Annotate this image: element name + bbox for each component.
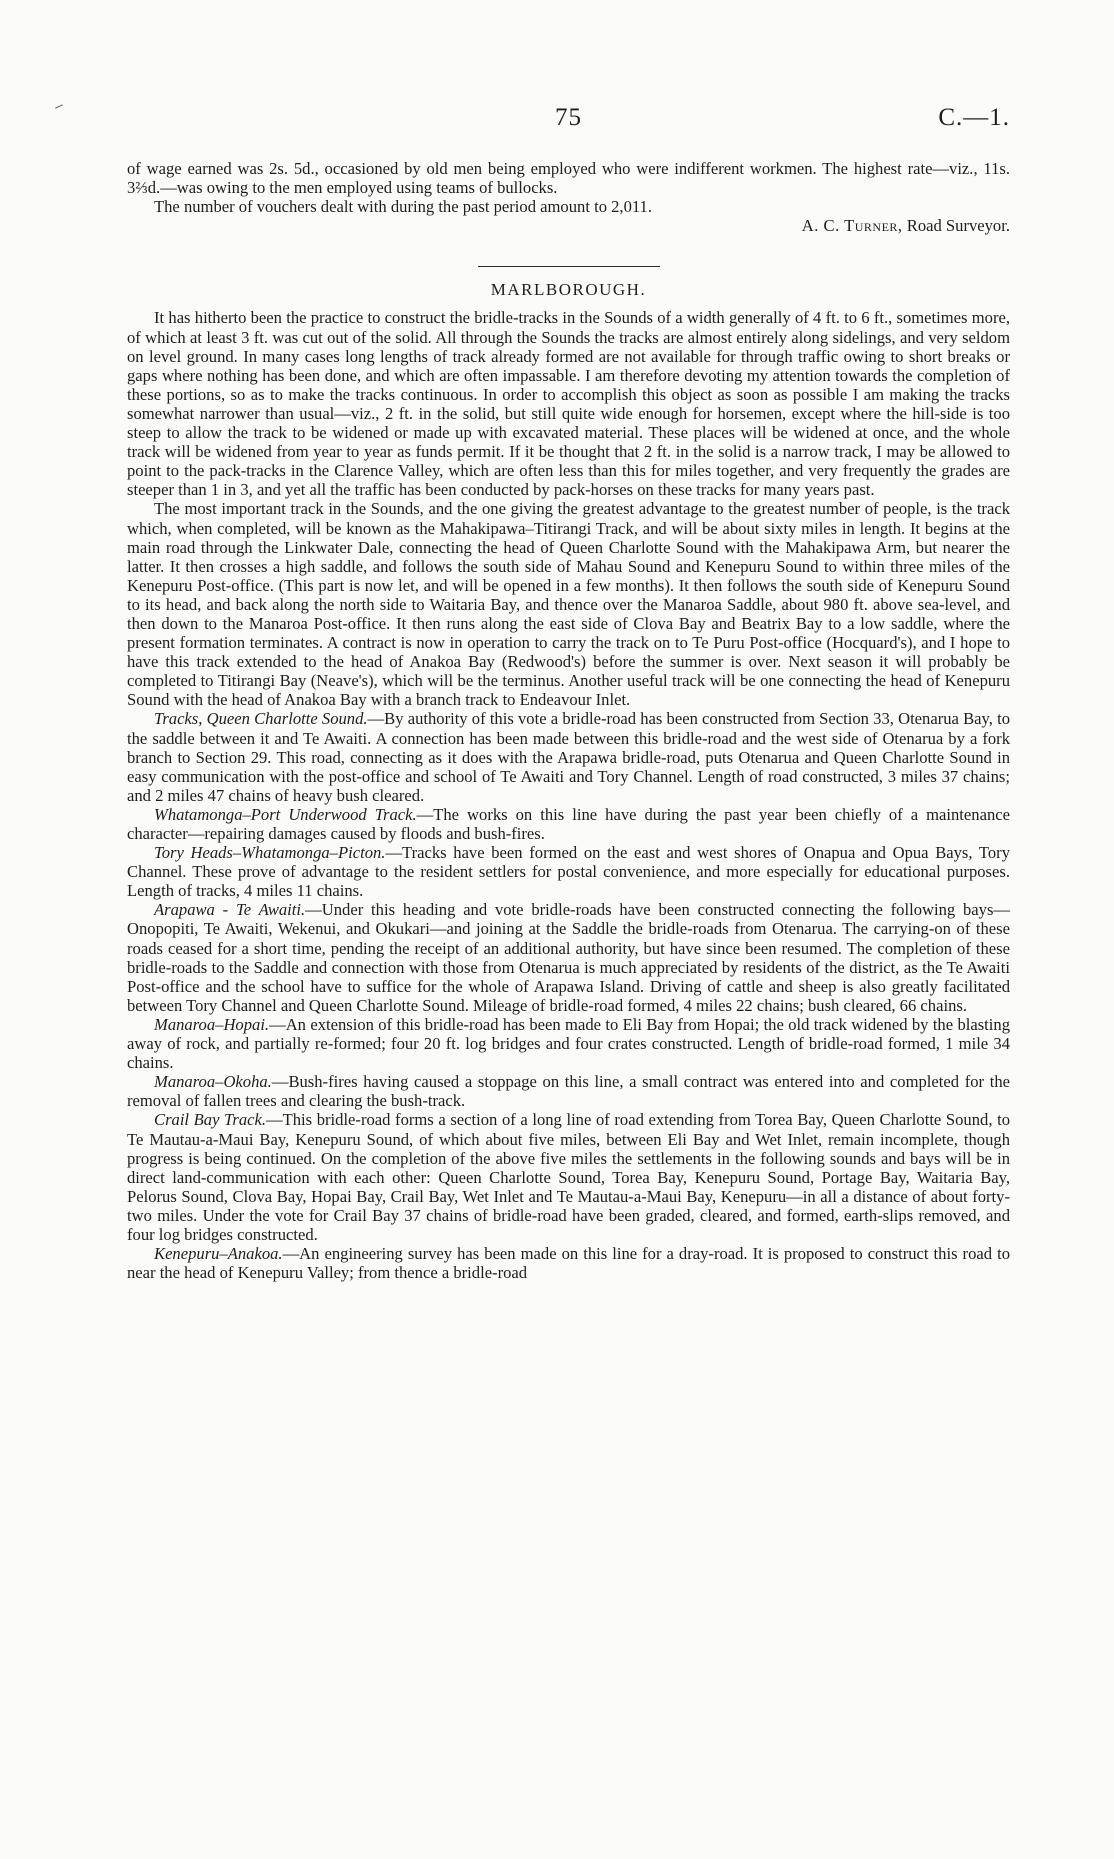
signature-line (127, 216, 1010, 235)
paragraph-text: —This bridle-road forms a section of a long line of road extending from Torea Bay, Queen Charlotte Sound, to Te Mautau-a-Maui Bay, Kenepuru Sound, of which about five miles, between Eli Bay and Wet Inlet, remain incomplete, though progress is being continued. On the completion of the above five miles the settlements in the following sounds and bays will be in direct land-communication with each other: Queen Charlotte Sound, Torea Bay, Kenepuru Sound, Portage Bay, Waitaria Bay, Pelorus Sound, Clova Bay, Hopai Bay, Crail Bay, Wet Inlet and Te Mautau-a-Maui Bay, Kenepuru—in all a distance of about forty-two miles. Under the vote for Crail Bay 37 chains of bridle-road have been graded, cleared, and formed, earth-slips removed, and four log bridges constructed. (127, 1110, 1010, 1244)
paragraph-text: —Tracks have been formed on the east and west shores of Onapua and Opua Bays, Tory Channel. These prove of advantage to the resident settlers for postal convenience, and more especially for educational purposes. Length of tracks, 4 miles 11 chains. (127, 843, 1010, 901)
signature-name: A. C. Turner, (801, 216, 903, 236)
paragraph-text: —An extension of this bridle-road has been made to Eli Bay from Hopai; the old track widened by the blasting away of rock, and partially re-formed; four 20 ft. log bridges and four crates constructed. Length of bridle-road formed, 1 mile 34 chains. (127, 1014, 1010, 1073)
paragraph-text: —Under this heading and vote bridle-roads have been constructed connecting the following bays—Onopopiti, Te Awaiti, Wekenui, and Okukari—and joining at the Saddle the bridle-roads from Otenarua. The carrying-on of these roads ceased for a short time, pending the receipt of an additional authority, but have since been resumed. The completion of these bridle-roads to the Saddle and connection with those from Otenarua is much appreciated by residents of the district, as the Te Awaiti Post-office and the school have to suffice for the whole of Arapawa Island. Driving of cattle and sheep is also greatly facilitated between Tory Channel and Queen Charlotte Sound. Mileage of bridle-road formed, 4 miles 22 chains; bush cleared, 66 chains. (127, 900, 1011, 1015)
paragraph-manaroa-hopai (127, 1015, 1010, 1072)
document-body (127, 159, 1010, 1282)
paragraph-manaroa-okoha (127, 1072, 1010, 1110)
paragraph-practice: It has hitherto been the practice to construct the bridle-tracks in the Sounds of a width generally of 4 ft. to 6 ft., sometimes more, of which at least 3 ft. was cut out of the solid. All through the Sounds the tracks are almost entirely along sidelings, and very seldom on level ground. In many cases long lengths of track already formed are not available for through traffic owing to short breaks or gaps where nothing has been done, and which are often impassable. I am therefore devoting my attention towards the completion of these portions, so as to make the tracks continuous. In order to accomplish this object as soon as possible I am making the tracks somewhat narrower than usual—viz., 2 ft. in the solid, but still quite wide enough for horsemen, except where the hill-side is too steep to allow the track to be widened or made up with excavated material. These places will be widened at once, and the whole track will be widened from year to year as funds permit. If it be thought that 2 ft. in the solid is a narrow track, I may be allowed to point to the pack-tracks in the Clarence Valley, which are often less than this for miles together, and very frequently the grades are steeper than 1 in 3, and yet all the traffic has been conducted by pack-horses on these tracks for many years past. (127, 308, 1010, 500)
paragraph-main-track: The most important track in the Sounds, and the one giving the greatest advantage to the greatest number of people, is the track which, when completed, will be known as the Mahakipawa–Titirangi Track, and will be about sixty miles in length. It begins at the main road through the Linkwater Dale, connecting the head of Queen Charlotte Sound with the Mahakipawa Arm, but nearer the latter. It then crosses a high saddle, and follows the south side of Mahau Sound and Kenepuru Sound to within three miles of the Kenepuru Post-office. (This part is now let, and will be opened in a few months). It then follows the south side of Kenepuru Sound to its head, and back along the north side to Waitaria Bay, and thence over the Manaroa Saddle, about 980 ft. above sea-level, and then down to the Manaroa Post-office. It then runs along the east side of Clova Bay and Beatrix Bay to a low saddle, where the present formation terminates. A contract is now in operation to carry the track on to Te Puru Post-office (Hocquard's), and I hope to have this track extended to the head of Anakoa Bay (Redwood's) before the summer is over. Next season it will probably be completed to Titirangi Bay (Neave's), which will be the terminus. Another useful track will be one connecting the head of Kenepuru Sound with the head of Anakoa Bay with a branch track to Endeavour Inlet. (127, 499, 1010, 710)
paragraph-title: Tory Heads–Whatamonga–Picton. (154, 843, 386, 863)
intro-paragraph-2: The number of vouchers dealt with during the past period amount to 2,011. (154, 197, 653, 217)
paragraph-title: Manaroa–Okoha. (154, 1072, 272, 1092)
paragraph-queen-charlotte (127, 709, 1010, 804)
section-heading: MARLBOROUGH. (490, 280, 647, 300)
paragraph-title: Manaroa–Hopai. (154, 1014, 270, 1034)
paragraph-text: —An engineering survey has been made on this line for a dray-road. It is proposed to construct this road to near the head of Kenepuru Valley; from thence a bridle-road (127, 1244, 1010, 1283)
paragraph-title: Tracks, Queen Charlotte Sound. (154, 709, 368, 729)
paragraph-text: —By authority of this vote a bridle-road has been constructed from Section 33, Otenarua Bay, to the saddle between it and Te Awaiti. A connection has been made between this bridle-road and the west side of Otenarua by a fork branch to Section 29. This road, connecting as it does with the Arapawa bridle-road, puts Otenarua and Queen Charlotte Sound in easy communication with the post-office and school of Te Awaiti and Tory Channel. Length of road constructed, 3 miles 37 chains; and 2 miles 47 chains of heavy bush cleared. (127, 709, 1010, 805)
paragraph-text: —Bush-fires having caused a stoppage on this line, a small contract was entered into and completed for the removal of fallen trees and clearing the bush-track. (127, 1072, 1010, 1111)
paragraph-whatamonga (127, 805, 1010, 843)
paragraph-title: Crail Bay Track. (154, 1110, 267, 1130)
paragraph-tory-heads (127, 843, 1010, 900)
section-divider (478, 266, 660, 267)
paragraph-title: Kenepuru–Anakoa. (154, 1244, 283, 1264)
paragraph-text: —The works on this line have during the past year been chiefly of a maintenance character—repairing damages caused by floods and bush-fires. (127, 804, 1010, 843)
page-header (0, 104, 1114, 138)
page-number: 75 (555, 104, 582, 131)
paragraph-crail-bay (127, 1110, 1010, 1244)
paragraph-kenepuru-anakoa (127, 1244, 1010, 1282)
paragraph-title: Whatamonga–Port Underwood Track. (154, 804, 417, 824)
document-series-code: C.—1. (938, 104, 1010, 131)
intro-paragraph-1: of wage earned was 2s. 5d., occasioned by old men being employed who were indifferent workmen. The highest rate—viz., 11s. 3⅔d.—was owing to the men employed using teams of bullocks. (127, 159, 1010, 198)
paragraph-arapawa (127, 900, 1010, 1015)
signature-title: Road Surveyor. (906, 216, 1010, 236)
paragraph-title: Arapawa - Te Awaiti. (154, 900, 306, 920)
